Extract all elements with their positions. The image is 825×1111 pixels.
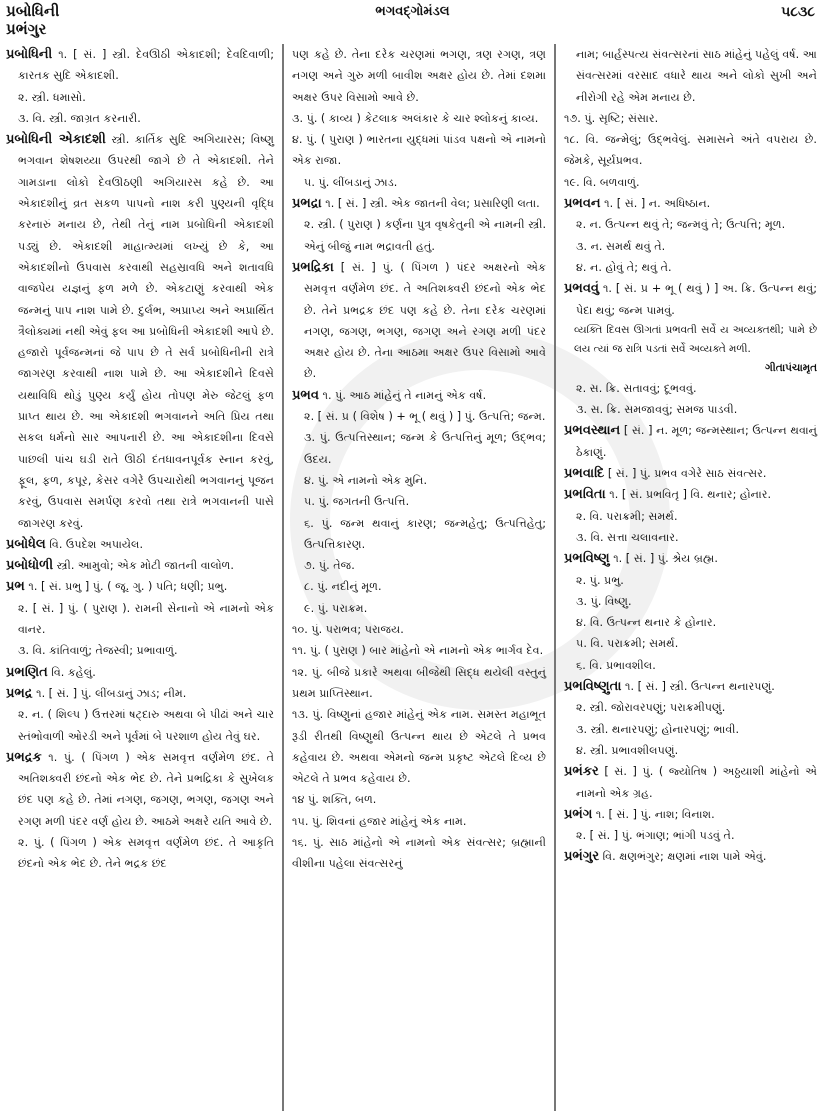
entry-definition: [ સં. ] ન. મૂળ; જન્મસ્થાન; ઉત્પન્ન થવાનું ઠેકાણું. (576, 424, 817, 459)
entry-definition: [ સં. ] પું. ( જ્યોતિષ ) અઠ્ઠયાશી માંહેનો એ નામનો એક ગ્રહ. (576, 765, 817, 800)
sub-definition: ૨. સ્ત્રી. ( પુરાણ ) કર્ણના પુત્ર વૃષકેતુની એ નામની સ્ત્રી. એનું બીજું નામ ભદ્રાવતી હતું. (304, 218, 546, 253)
page-header (0, 0, 825, 44)
entry-headword: પ્રબોધેલ (6, 536, 46, 552)
entry-headword: પ્રભદ્ર (6, 685, 33, 701)
sub-definition: ૧૩. પું. વિષ્ણુનાં હજાર માંહેનું એક નામ. સમસ્ત મહાભૂત રૂડી રીતથી વિષ્ણુથી ઉત્પન્ન થાય છે એટલે તે પ્રભવ કહેવાય છે. અથવા એમનો જન્મ પ્રકૃષ્ટ એટલે દિવ્ય છે એટલે તે પ્રભવ કહેવાય છે. (292, 708, 546, 786)
sub-definition: ૩. વિ. સત્તા ચલાવનાર. (576, 530, 679, 544)
entry-headword: પ્રભવાદિ (564, 466, 605, 482)
dictionary-entry (564, 420, 817, 463)
dictionary-entry (292, 193, 546, 214)
sub-definition: ૨. પું. પ્રભુ. (576, 573, 624, 587)
entry-definition: સ્ત્રી. આમુવો; એક મોટી જાતની વાલોળ. (53, 559, 234, 573)
column-1 (0, 44, 284, 1111)
entry-headword: પ્રભદ્રા (292, 196, 322, 212)
sub-definition: ૧૮. વિ. જન્મેલું; ઉદ્ભવેલું. સમાસને અંતે વપરાય છે. જેમકે, સૂર્યપ્રભવ. (564, 133, 817, 168)
entry-definition: સ્ત્રી. કાર્તિક સુદિ અગિયારસ; વિષ્ણુ ભગવાન શેષશય્યા ઉપરથી જાગે છે તે એકાદશી. તેને ગામડાના લોકો દેવઊઠણી અગિયારસ કહે છે. આ એકાદશીનું વ્રત સકળ પાપનો નાશ કરી પુણ્યની વૃદ્ધિ કરનારું મનાય છે, તેથી તેનું નામ પ્રબોધિની એકાદશી પડ્યું છે. એકાદશી માહાત્મ્યમાં લખ્યું છે કે, આ એકાદશીનો ઉપવાસ કરવાથી સહસ્રાવધિ અને શતાવધિ વાજપેય યજ્ઞનું ફળ મળે છે. એકટાણું કરવાથી એક જન્મનું પાપ નાશ પામે છે. દુર્લભ, અપ્રાપ્ય અને અપ્રાર્થિત ત્રૈલોક્યમાં નથી એવું ફલ આ પ્રબોધિની એકાદશી આપે છે. હજારો પૂર્વજન્મનાં જે પાપ છે તે સર્વ પ્રબોધિનીની રાત્રે જાગરણ કરવાથી નાશ પામે છે. આ એકાદશીને દિવસે યથાવિધિ થોડું પુણ્ય કર્યું હોય તોપણ મેરુ જેટલું ફળ પ્રાપ્ત થાય છે. આ એકાદશી ભગવાનને અતિ પ્રિય તથા સકલ ધર્મનો સાર આપનારી છે. આ એકાદશીના દિવસે પાછલી પાંચ ઘડી રાતે ઊઠી દંતધાવનપૂર્વક સ્નાન કરવું, ફૂલ, ફળ, કપૂર, કેસર વગેરે ઉપચારોથી ભગવાનનું પૂજન કરવું, ઉપવાસ સમર્પણ કરવો તથા રાત્રે ભગવાનની પાસે જાગરણ કરવું. (18, 133, 274, 530)
sub-definition: ૬. પું. જન્મ થવાનું કારણ; જન્મહેતુ; ઉત્પત્તિહેતુ; ઉત્પત્તિકારણ. (304, 516, 546, 551)
sub-definition: ૬. વિ. પ્રભાવશીલ. (576, 658, 656, 672)
entry-headword: પ્રબોધિની એકાદશી (6, 132, 106, 148)
entry-headword: પ્રબોધિની (6, 47, 53, 62)
entry-headword: પ્રભણિત (6, 664, 48, 680)
dictionary-entry (564, 761, 817, 804)
entry-headword: પ્રભદ્રક (6, 749, 42, 765)
dictionary-entry (564, 463, 817, 484)
sub-definition: ૧૫. પું. શિવનાં હજાર માંહેનું એક નામ. (292, 814, 467, 828)
entry-headword: પ્રભવ (292, 387, 319, 403)
entry-headword: પ્રભંકર (564, 764, 599, 780)
sub-definition: ૯. પું. પરાક્રમ. (304, 601, 368, 615)
sub-definition: ૨. વિ. પરાક્રમી; સમર્થ. (576, 509, 678, 523)
entry-headword: પ્રભવિષ્ણુતા (564, 679, 622, 695)
sub-definition: ૨. [ સં. પ્ર ( વિશેષ ) + ભૂ ( થવું ) ] પું. ઉત્પત્તિ; જન્મ. (304, 410, 546, 424)
guide-word-last: પ્રભંગુર (6, 20, 47, 38)
entry-definition: ૧. [ સં. ] ન. અધિષ્ઠાન. (600, 197, 711, 211)
sub-definition: ૩. વિ. સ્ત્રી. જાગ્રત કરનારી. (18, 111, 141, 125)
entry-definition: ૧. પું. ( પિંગળ ) એક સમવૃત્ત વર્ણમેળ છંદ. તે અતિશક્વરી છંદનો એક ભેદ છે. તેને પ્રભદ્રિકા કે સુખેલક છંદ પણ કહે છે. તેમાં નગણ, જગણ, ભગણ, જગણ અને રગણ મળી પંદર વર્ણ હોય છે. આઠમે અક્ષરે યતિ આવે છે. (18, 750, 274, 828)
sub-definition: ૪. સ્ત્રી. પ્રભાવશીલપણું. (576, 743, 679, 757)
sub-definition: ૫. વિ. પરાક્રમી; સમર્થ. (576, 637, 679, 651)
dictionary-columns (0, 44, 825, 1111)
sub-definition: ૧૯. વિ. બળવાળું. (564, 175, 640, 189)
entry-headword: પ્રબોધોળી (6, 558, 54, 574)
sub-definition: ૩. પું. ઉત્પત્તિસ્થાન; જન્મ કે ઉત્પત્તિનું મૂળ; ઉદ્ભવ; ઉદય. (304, 431, 546, 466)
entry-headword: પ્રભદ્રિકા (292, 259, 334, 275)
entry-headword: પ્રભવવું (564, 281, 600, 297)
dictionary-entry (6, 555, 274, 576)
entry-definition: વિ. ઉપદેશ અપાયેલ. (45, 537, 144, 551)
dictionary-entry (6, 44, 274, 87)
entry-definition: ૧. [ સં. ] સ્ત્રી. દેવઊઠી એકાદશી; દેવદિવાળી; કારતક સુદિ એકાદશી. (18, 48, 274, 83)
sub-definition: ૧૭. પું. સૃષ્ટિ; સંસાર. (564, 111, 659, 125)
dictionary-entry (564, 846, 817, 867)
entry-headword: પ્રભવિષ્ણુ (564, 551, 610, 567)
dictionary-entry (6, 576, 274, 597)
sub-definition: ૨. સ. ક્રિ. સતાવવું; દૂભવવું. (576, 381, 697, 395)
sub-definition: ૨. ન. ( શિલ્પ ) ઉત્તરમાં ષટ્દારુ અથવા બે પીઢાં અને ચાર સ્તંભોવાળી ઓરડી અને પૂર્વમાં બે પરશાળ હોય તેવું ઘર. (18, 708, 274, 743)
dictionary-entry (564, 804, 817, 825)
dictionary-entry (6, 534, 274, 555)
dictionary-entry (292, 385, 546, 406)
sub-definition: ૮. પું. નદીનું મૂળ. (304, 580, 382, 594)
entry-headword: પ્રભવસ્થાન (564, 423, 621, 439)
dictionary-entry (564, 548, 817, 569)
entry-definition: ૧. [ સં. પ્રભવિતૃ ] વિ. થનાર; હોનાર. (605, 488, 772, 502)
sub-definition: ૨. સ્ત્રી. ધમાસો. (18, 90, 86, 104)
book-title: ભગવદ્ગોમંડલ (375, 4, 450, 19)
sub-definition: ૨. ન. ઉત્પન્ન થવું તે; જન્મવું તે; ઉત્પત્તિ; મૂળ. (576, 218, 786, 232)
entry-definition: ૧. [ સં. ] પું. નાશ; વિનાશ. (592, 807, 715, 821)
entry-definition: ૧. [ સં. ] સ્ત્રી. ઉત્પન્ન થનારપણું. (621, 680, 775, 694)
sub-definition: ૩. વિ. કાંતિવાળું; તેજસ્વી; પ્રભાવાળું. (18, 644, 178, 658)
sub-definition: ૭. પું. તેજ. (304, 559, 355, 573)
dictionary-entry (292, 257, 546, 385)
dictionary-entry (6, 683, 274, 704)
sub-definition: ૧૪ પું. શક્તિ, બળ. (292, 793, 377, 807)
entry-headword: પ્રભંગ (564, 806, 593, 822)
dictionary-entry (564, 484, 817, 505)
dictionary-entry (564, 278, 817, 321)
sub-definition: ૩. સ્ત્રી. થનારપણું; હોનારપણું; ભાવી. (576, 722, 740, 736)
entry-definition: [ સં. ] પું. પ્રભવ વગેરે સાઠ સંવત્સર. (604, 467, 767, 481)
sub-definition: ૧૦. પું. પરાભવ; પરાજય. (292, 623, 404, 637)
sub-definition: ૪. વિ. ઉત્પન્ન થનાર કે હોનાર. (576, 616, 717, 630)
guide-word-first: પ્રબોધિની (6, 2, 60, 20)
dictionary-entry (6, 129, 274, 534)
entry-definition: ૧. પું. આઠ માંહેનું તે નામનું એક વર્ષ. (318, 388, 487, 402)
sub-definition: ૨. [ સં. ] પું. ભંગાણ; ભાંગી પડવું તે. (576, 829, 735, 843)
quote-source: ગીતાપંચામૃત (765, 361, 817, 374)
sub-definition: ૧૧. પું. ( પુરાણ ) બાર માંહેનો એ નામનો એક ભાર્ગવ દેવ. (292, 644, 544, 658)
sub-definition: ૩. પું. વિષ્ણુ. (576, 594, 632, 608)
dictionary-entry (6, 662, 274, 683)
sub-definition: પણ કહે છે. તેના દરેક ચરણમાં ભગણ, ત્રણ રગણ, ત્રણ નગણ અને ગુરુ મળી બાવીશ અક્ષર હોય છે. તેમાં દશમા અક્ષર ઉપર વિસામો આવે છે. (292, 48, 546, 104)
entry-definition: ૧. [ સં. ] સ્ત્રી. એક જાતની વેલ; પ્રસારિણી લતા. (321, 197, 540, 211)
sub-definition: ૫. પું. લીંબડાનું ઝાડ. (304, 175, 398, 189)
sub-definition: ૧૨. પું. બીજે પ્રકારે અથવા બીજેથી સિદ્ધ થયેલી વસ્તુનું પ્રથમ પ્રાપ્તિસ્થાન. (292, 665, 546, 700)
entry-headword: પ્રભ (6, 579, 25, 595)
entry-definition: ૧. [ સં. ] પું. લીંબડાનું ઝાડ; નીમ. (32, 686, 187, 700)
sub-definition: ૩. ન. સમર્થ થવું તે. (576, 239, 666, 253)
sub-definition: ૪. પું. એ નામનો એક મુનિ. (304, 473, 428, 487)
entry-definition: ૧. [ સં. પ્ર + ભૂ ( થવું ) ] અ. ક્રિ. ઉત્પન્ન થવું; પેદા થવું; જન્મ પામવું. (576, 282, 817, 317)
dictionary-entry (6, 747, 274, 832)
page-number: ૫૮૩૮ (781, 4, 815, 20)
entry-definition: વિ. ક્ષણભંગુર; ક્ષણમાં નાશ પામે એવું. (599, 850, 767, 864)
sub-definition: ૩. પું. ( કાવ્ય ) કેટલાક અલંકાર કે ચાર શ્લોકનું કાવ્ય. (292, 111, 539, 125)
entry-headword: પ્રભવન (564, 196, 601, 212)
entry-definition: [ સં. ] પું. ( પિંગળ ) પંદર અક્ષરનો એક સમવૃત્ત વર્ણમેળ છંદ. તે અતિશક્વરી છંદનો એક ભેદ છે. તેને પ્રભદ્રક છંદ પણ કહે છે. તેના દરેક ચરણમાં નગણ, જગણ, ભગણ, જગણ અને રગણ મળી પંદર અક્ષર હોય છે. તેના આઠમા અક્ષર ઉપર વિસામો આવે છે. (304, 260, 546, 381)
sub-definition: ૨. સ્ત્રી. જોરાવરપણું; પરાક્રમીપણું. (576, 701, 726, 715)
column-2 (286, 44, 556, 1111)
entry-definition: ૧. [ સં. ] પું. શ્રેય બ્રહ્મ. (609, 552, 718, 566)
sub-definition: નામ; બાર્હસ્પત્ય સંવત્સરનાં સાઠ માંહેનું પહેલું વર્ષ. આ સંવત્સરમાં વરસાદ વધારે થાય અને લોકો સુખી અને નીરોગી રહે એમ મનાય છે. (576, 48, 817, 104)
sub-definition: ૨. પું. ( પિંગળ ) એક સમવૃત્ત વર્ણમેળ છંદ. તે આકૃતિ છંદનો એક ભેદ છે. તેને ભદ્રક છંદ (18, 835, 274, 871)
entry-definition: ૧. [ સં. પ્રભુ ] પું. ( જૂ. ગુ. ) પતિ; ધણી; પ્રભુ. (24, 580, 228, 594)
dictionary-entry (564, 193, 817, 214)
dictionary-entry (564, 676, 817, 697)
entry-headword: પ્રભંગુર (564, 849, 600, 865)
entry-headword: પ્રભવિતા (564, 487, 606, 503)
column-3 (558, 44, 825, 1111)
sub-definition: ૪. પું. ( પુરાણ ) ભારતના યુદ્ધમાં પાંડવ પક્ષનો એ નામનો એક રાજા. (292, 133, 546, 168)
sub-definition: ૧૬. પું. સાઠ માંહેનો એ નામનો એક સંવત્સર; બ્રહ્માની વીશીના પહેલા સંવત્સરનું (292, 835, 546, 871)
sub-definition: ૩. સ. ક્રિ. સમજાવવું; સમજ પાડવી. (576, 403, 738, 417)
sub-definition: ૫. પું. જગતની ઉત્પત્તિ. (304, 495, 410, 509)
example-quote: વ્યક્તિ દિવસ ઊગતાં પ્રભવતી સર્વે ય અવ્યક્તથી; પામે છે લય ત્યાં જ રાત્રિ પડતાં સર્વે અવ્યક્તે મળી. (574, 323, 817, 355)
sub-definition: ૨. [ સં. ] પું. ( પુરાણ ). રામની સેનાનો એ નામનો એક વાનર. (18, 601, 274, 637)
sub-definition: ૪. ન. હોવું તે; થવું તે. (576, 260, 672, 274)
entry-definition: વિ. કહેલું. (47, 665, 96, 679)
